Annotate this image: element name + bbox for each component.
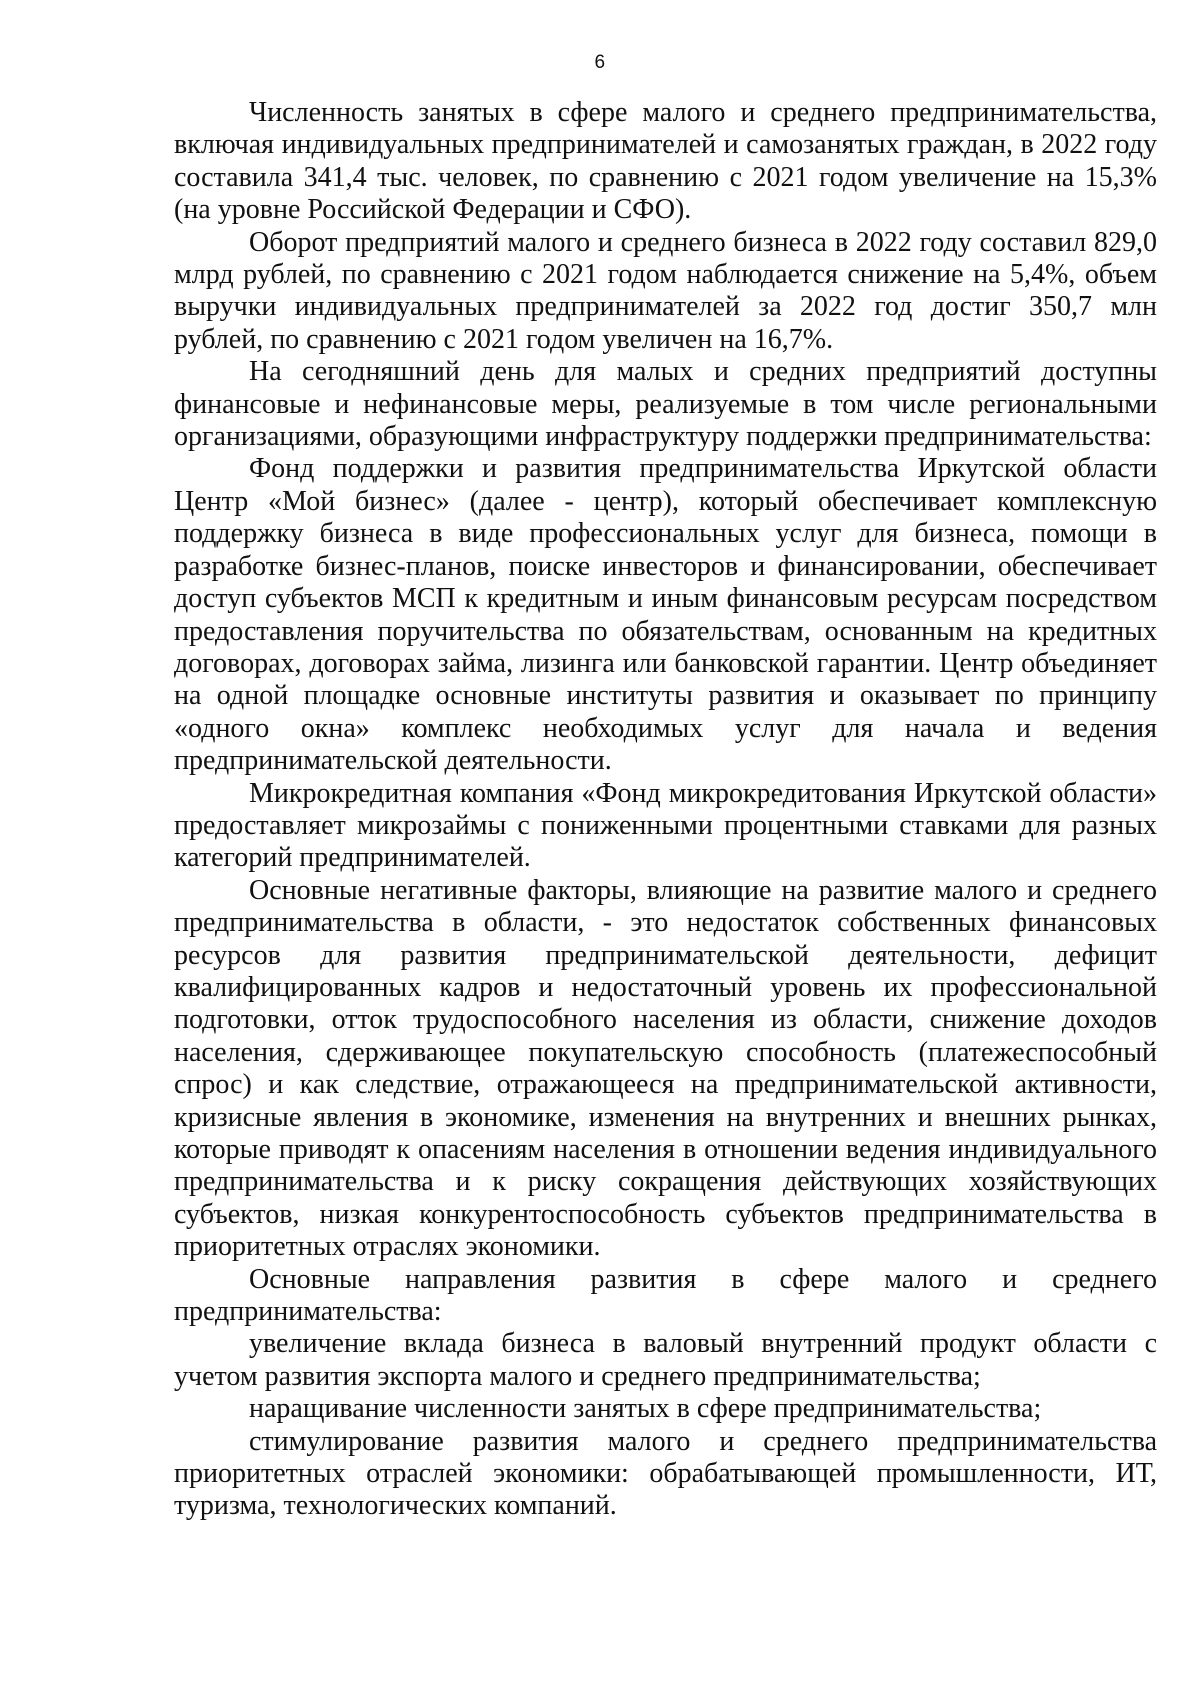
paragraph-main-directions: Основные направления развития в сфере малого и среднего предпринимательства:	[174, 1263, 1157, 1328]
paragraph-turnover: Оборот предприятий малого и среднего бизнеса в 2022 году составил 829,0 млрд рублей, по сравнению с 2021 годом наблюдается снижение на 5,4%, объем выручки индивидуальных предпринимателей за 2022 год достиг 350,7 млн рублей, по сравнению с 2021 годом увеличен на 16,7%.	[174, 226, 1157, 355]
document-body	[174, 97, 1157, 1523]
list-item-priority-sectors: стимулирование развития малого и среднего предпринимательства приоритетных отраслей экономики: обрабатывающей промышленности, ИТ, туризма, технологических компаний.	[174, 1425, 1157, 1522]
paragraph-negative-factors: Основные негативные факторы, влияющие на развитие малого и среднего предпринимательства в области, - это недостаток собственных финансовых ресурсов для развития предпринимательской деятельности, дефицит квалифицированных кадров и недостаточный уровень их профессиональной подготовки, отток трудоспособного населения из области, снижение доходов населения, сдерживающее покупательскую способность (платежеспособный спрос) и как следствие, отражающееся на предпринимательской активности, кризисные явления в экономике, изменения на внутренних и внешних рынках, которые приводят к опасениям населения в отношении ведения индивидуального предпринимательства и к риску сокращения действующих хозяйствующих субъектов, низкая конкурентоспособность субъектов предпринимательства в приоритетных отраслях экономики.	[174, 874, 1157, 1263]
page-number: 6	[594, 52, 606, 73]
paragraph-employment: Численность занятых в сфере малого и среднего предпринимательства, включая индивидуальных предпринимателей и самозанятых граждан, в 2022 году составила 341,4 тыс. человек, по сравнению с 2021 годом увеличение на 15,3% (на уровне Российской Федерации и СФО).	[174, 97, 1157, 226]
paragraph-support-measures: На сегодняшний день для малых и средних предприятий доступны финансовые и нефинансовые меры, реализуемые в том числе региональными организациями, образующими инфраструктуру поддержки предпринимательства:	[174, 356, 1157, 453]
list-item-gdp-contribution: увеличение вклада бизнеса в валовый внутренний продукт области с учетом развития экспорта малого и среднего предпринимательства;	[174, 1328, 1157, 1392]
paragraph-microcredit: Микрокредитная компания «Фонд микрокредитования Иркутской области» предоставляет микрозаймы с пониженными процентными ставками для разных категорий предпринимателей.	[174, 777, 1157, 874]
paragraph-business-fund: Фонд поддержки и развития предпринимательства Иркутской области Центр «Мой бизнес» (далее - центр), который обеспечивает комплексную поддержку бизнеса в виде профессиональных услуг для бизнеса, помощи в разработке бизнес-планов, поиске инвесторов и финансировании, обеспечивает доступ субъектов МСП к кредитным и иным финансовым ресурсам посредством предоставления поручительства по обязательствам, основанным на кредитных договорах, договорах займа, лизинга или банковской гарантии. Центр объединяет на одной площадке основные институты развития и оказывает по принципу «одного окна» комплекс необходимых услуг для начала и ведения предпринимательской деятельности.	[174, 453, 1157, 777]
list-item-employment-growth: наращивание численности занятых в сфере предпринимательства;	[249, 1393, 1042, 1425]
